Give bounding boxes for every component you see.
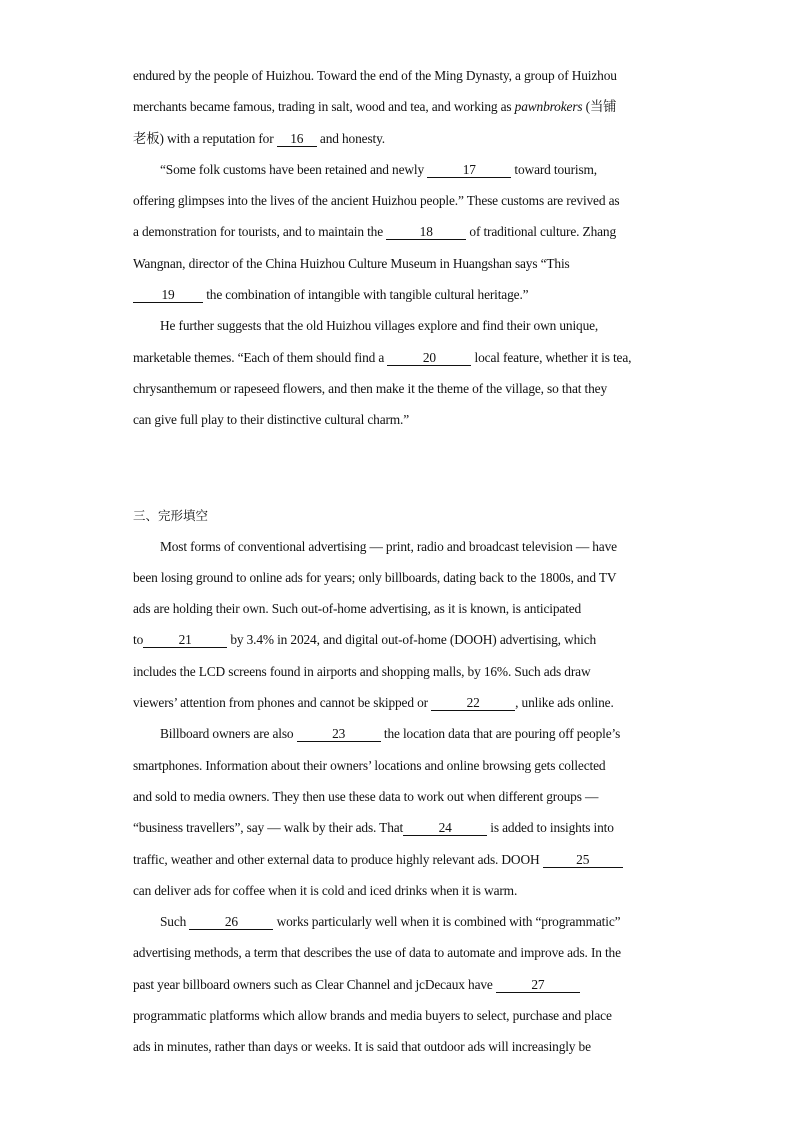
text: Most forms of conventional advertising — print, radio and broadcast television — have <box>160 538 617 554</box>
paragraph-programmatic-advertising <box>133 906 665 1062</box>
text-line <box>133 624 665 655</box>
text: includes the LCD screens found in airports and shopping malls, by 16%. Such ads draw <box>133 663 591 679</box>
text: (当铺 <box>582 99 617 115</box>
text: He further suggests that the old Huizhou villages explore and find their own unique, <box>160 318 599 334</box>
text: Such <box>160 914 190 930</box>
section-gap <box>133 436 665 500</box>
text-line <box>133 185 665 216</box>
paragraph-huizhou-merchants <box>133 60 665 154</box>
text-line <box>133 812 665 843</box>
text: works particularly well when it is combined with “programmatic” <box>273 914 621 930</box>
blank-17: 17 <box>427 162 511 178</box>
text-line <box>133 718 665 749</box>
text: of traditional culture. Zhang <box>466 224 617 240</box>
text: is added to insights into <box>487 820 614 836</box>
text-line <box>133 1000 665 1031</box>
blank-27: 27 <box>496 977 580 993</box>
text-line <box>133 248 665 279</box>
text: can give full play to their distinctive cultural charm.” <box>133 412 410 428</box>
text-line <box>133 310 665 341</box>
text-line <box>133 781 665 812</box>
text: and honesty. <box>316 130 385 146</box>
text-line <box>133 906 665 937</box>
text: endured by the people of Huizhou. Toward the end of the Ming Dynasty, a group of Huizhou <box>133 68 617 83</box>
text-line <box>133 562 665 593</box>
text: toward tourism, <box>511 161 597 177</box>
text: traffic, weather and other external data to produce highly relevant ads. DOOH <box>133 851 543 867</box>
text-line <box>133 844 665 875</box>
text: and sold to media owners. They then use these data to work out when different groups — <box>133 788 599 804</box>
text-line <box>133 1031 665 1062</box>
page-content <box>133 60 665 1063</box>
blank-21: 21 <box>143 632 227 648</box>
text-line <box>133 279 665 310</box>
text-line <box>133 969 665 1000</box>
text-line <box>133 342 665 373</box>
paragraph-village-themes <box>133 310 665 435</box>
text-line <box>133 154 665 185</box>
text: past year billboard owners such as Clear Channel and jcDecaux have <box>133 976 496 992</box>
section-heading: 三、完形填空 <box>133 507 209 523</box>
text: offering glimpses into the lives of the ancient Huizhou people.” These customs are revived as <box>133 193 620 209</box>
paragraph-conventional-advertising <box>133 531 665 719</box>
blank-18: 18 <box>386 224 466 240</box>
paragraph-billboard-owners <box>133 718 665 906</box>
blank-16: 16 <box>277 131 317 147</box>
text-line <box>133 687 665 718</box>
text: advertising methods, a term that describes the use of data to automate and improve ads. In the <box>133 945 621 961</box>
text: by 3.4% in 2024, and digital out-of-home (DOOH) advertising, which <box>227 632 597 648</box>
text: smartphones. Information about their owners’ locations and online browsing gets collected <box>133 757 606 773</box>
text-line <box>133 216 665 247</box>
text: viewers’ attention from phones and cannot be skipped or <box>133 695 432 711</box>
text-line <box>133 875 665 906</box>
text: can deliver ads for coffee when it is cold and iced drinks when it is warm. <box>133 882 518 898</box>
text-line <box>133 404 665 435</box>
text: merchants became famous, trading in salt, wood and tea, and working as <box>133 99 515 115</box>
text-line <box>133 593 665 624</box>
text: , unlike ads online. <box>515 695 614 711</box>
text: chrysanthemum or rapeseed flowers, and then make it the theme of the village, so that they <box>133 380 607 396</box>
text: to <box>133 632 144 648</box>
text-line <box>133 91 665 122</box>
text: local feature, whether it is tea, <box>471 349 632 365</box>
blank-23: 23 <box>297 726 381 742</box>
text: “business travellers”, say — walk by their ads. That <box>133 820 404 836</box>
text-line <box>133 750 665 781</box>
text: the location data that are pouring off people’s <box>380 726 621 742</box>
text-line <box>133 60 665 91</box>
text: Billboard owners are also <box>160 726 297 742</box>
blank-19: 19 <box>133 287 203 303</box>
blank-26: 26 <box>189 914 273 930</box>
italic-term: pawnbrokers <box>514 99 583 115</box>
blank-25: 25 <box>543 852 623 868</box>
text-line <box>133 373 665 404</box>
text: a demonstration for tourists, and to maintain the <box>133 224 387 240</box>
text: been losing ground to online ads for years; only billboards, dating back to the 1800s, and TV <box>133 569 617 585</box>
blank-20: 20 <box>387 350 471 366</box>
text: Wangnan, director of the China Huizhou Culture Museum in Huangshan says “This <box>133 255 570 271</box>
text-line <box>133 531 665 562</box>
text-line <box>133 123 665 154</box>
text-line <box>133 656 665 687</box>
text: marketable themes. “Each of them should find a <box>133 349 388 365</box>
text: 老板) with a reputation for <box>133 130 277 146</box>
text: programmatic platforms which allow brands and media buyers to select, purchase and place <box>133 1008 612 1024</box>
text: the combination of intangible with tangible cultural heritage.” <box>203 287 529 303</box>
blank-22: 22 <box>431 695 515 711</box>
text: “Some folk customs have been retained and newly <box>160 161 428 177</box>
text-line <box>133 937 665 968</box>
paragraph-folk-customs <box>133 154 665 310</box>
text: ads are holding their own. Such out-of-home advertising, as it is known, is anticipated <box>133 601 582 617</box>
blank-24: 24 <box>403 820 487 836</box>
text: ads in minutes, rather than days or weeks. It is said that outdoor ads will increasingly be <box>133 1039 591 1055</box>
